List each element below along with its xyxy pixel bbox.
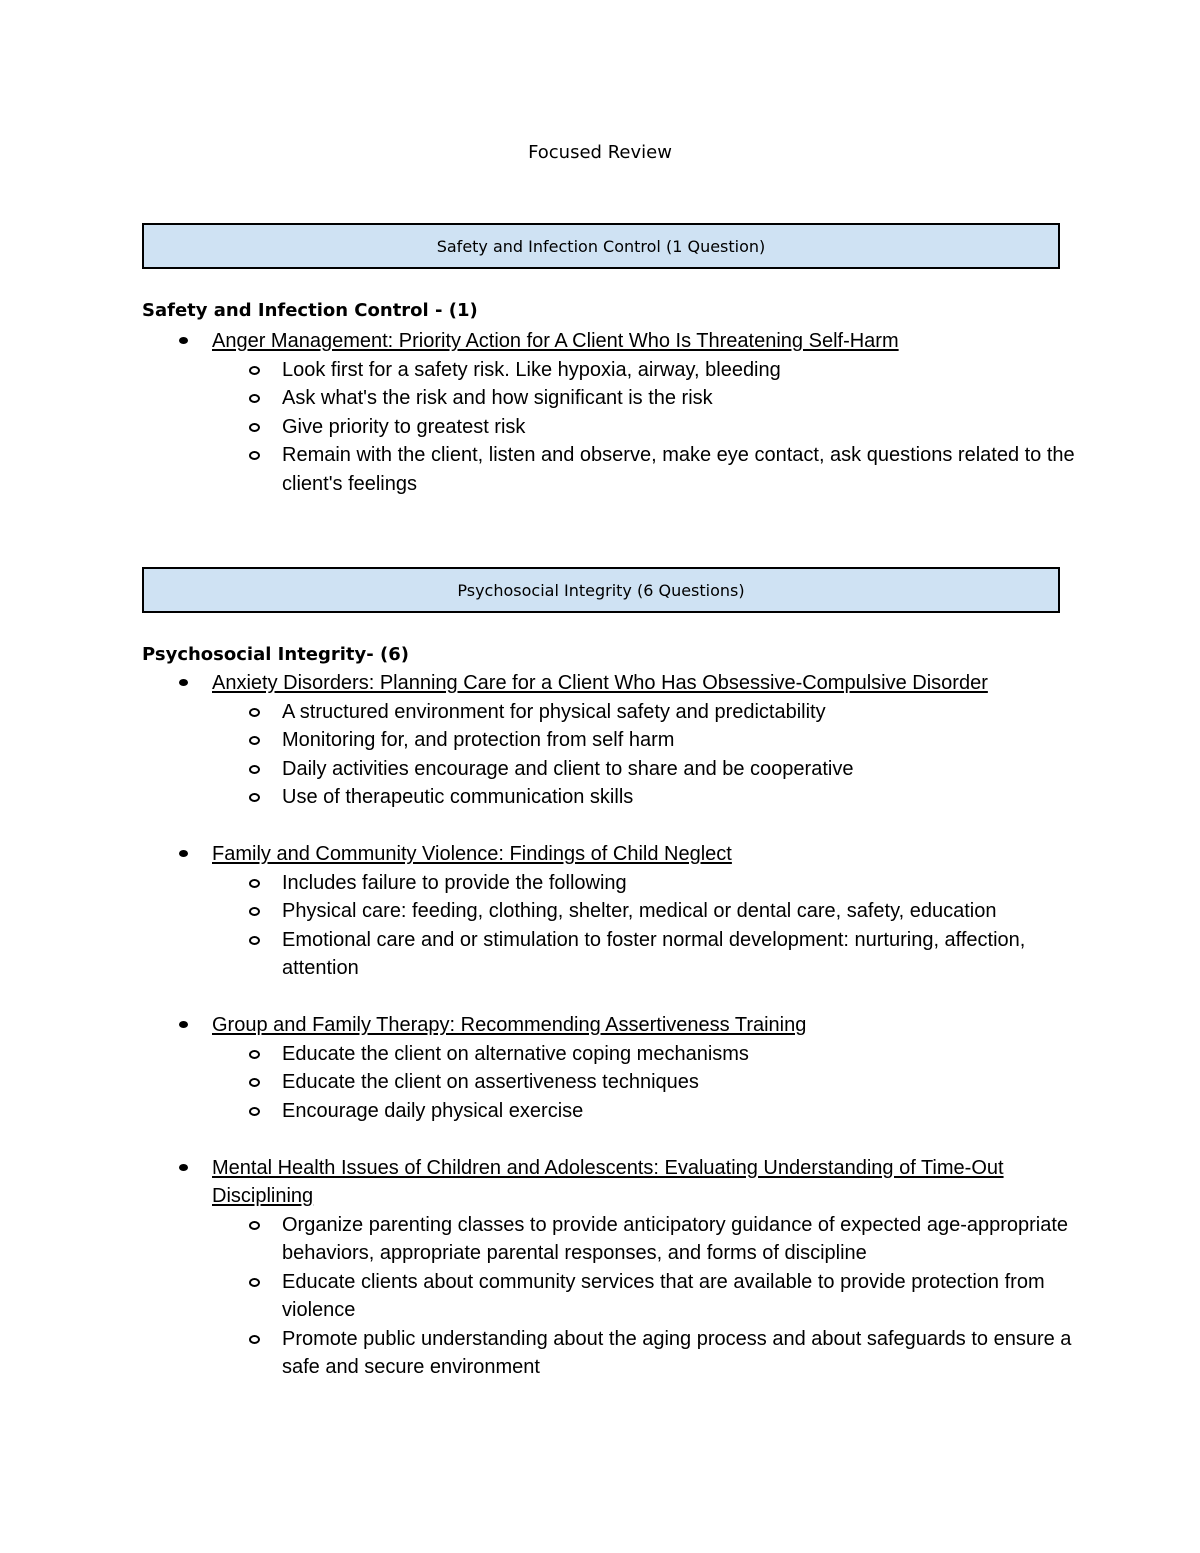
list-item <box>142 869 1082 898</box>
list-item <box>142 356 1082 385</box>
hollow-bullet-icon <box>249 1050 260 1059</box>
hollow-bullet-icon <box>249 736 260 745</box>
list-item <box>142 384 1082 413</box>
list-item <box>142 755 1082 784</box>
section-heading-psychosocial: Psychosocial Integrity- (6) <box>142 644 409 665</box>
list-item-text: Remain with the client, listen and observe, make eye contact, ask questions related to the client's feelings <box>282 444 1075 495</box>
filled-bullet-icon <box>179 1021 188 1028</box>
hollow-bullet-icon <box>249 793 260 802</box>
hollow-bullet-icon <box>249 1335 260 1344</box>
list-item-text: Organize parenting classes to provide anticipatory guidance of expected age-appropriate behaviors, appropriate parental responses, and forms of discipline <box>282 1213 1069 1264</box>
page-title: Focused Review <box>528 142 672 163</box>
topic-link[interactable]: Anger Management: Priority Action for A Client Who Is Threatening Self-Harm <box>212 330 899 352</box>
topic-link[interactable]: Anxiety Disorders: Planning Care for a Client Who Has Obsessive-Compulsive Disorder <box>212 672 988 694</box>
list-item <box>142 926 1082 983</box>
filled-bullet-icon <box>179 679 188 686</box>
list-item <box>142 1040 1082 1069</box>
hollow-bullet-icon <box>249 879 260 888</box>
topic-row <box>142 1154 1082 1211</box>
hollow-bullet-icon <box>249 708 260 717</box>
topic-item <box>142 840 1082 983</box>
list-item-text: Includes failure to provide the following <box>282 871 627 894</box>
list-item <box>142 726 1082 755</box>
hollow-bullet-icon <box>249 1221 260 1230</box>
list-item <box>142 1268 1082 1325</box>
section-heading-safety: Safety and Infection Control - (1) <box>142 300 478 321</box>
hollow-bullet-icon <box>249 1278 260 1287</box>
topic-link[interactable]: Group and Family Therapy: Recommending Assertiveness Training <box>212 1014 807 1036</box>
topic-row <box>142 669 1082 698</box>
list-item-text: Educate the client on assertiveness techniques <box>282 1071 699 1093</box>
topic-list-psychosocial <box>142 669 1082 1382</box>
topic-row <box>142 327 1082 356</box>
list-item-text: Educate clients about community services that are available to provide protection from violence <box>282 1270 1045 1321</box>
list-item <box>142 783 1082 812</box>
section-banner-safety: Safety and Infection Control (1 Question) <box>142 223 1060 269</box>
topic-list-safety <box>142 327 1082 498</box>
list-item-text: Daily activities encourage and client to share and be cooperative <box>282 757 854 780</box>
list-item <box>142 413 1082 442</box>
list-item-text: Educate the client on alternative coping mechanisms <box>282 1042 749 1065</box>
topic-row <box>142 1011 1082 1040</box>
hollow-bullet-icon <box>249 765 260 774</box>
filled-bullet-icon <box>179 1164 188 1171</box>
list-item <box>142 1068 1082 1097</box>
list-item <box>142 1097 1082 1126</box>
topic-item <box>142 669 1082 812</box>
list-item-text: Give priority to greatest risk <box>282 415 526 438</box>
list-item-text: Physical care: feeding, clothing, shelter, medical or dental care, safety, education <box>282 900 997 922</box>
list-item-text: Emotional care and or stimulation to foster normal development: nurturing, affection, attention <box>282 928 1026 979</box>
list-item <box>142 698 1082 727</box>
hollow-bullet-icon <box>249 1078 260 1087</box>
topic-item <box>142 327 1082 498</box>
topic-item <box>142 1154 1082 1382</box>
hollow-bullet-icon <box>249 366 260 375</box>
hollow-bullet-icon <box>249 394 260 403</box>
topic-item <box>142 1011 1082 1125</box>
list-item-text: Look first for a safety risk. Like hypoxia, airway, bleeding <box>282 358 781 381</box>
hollow-bullet-icon <box>249 451 260 460</box>
list-item <box>142 897 1082 926</box>
list-item <box>142 441 1082 498</box>
topic-row <box>142 840 1082 869</box>
filled-bullet-icon <box>179 850 188 857</box>
hollow-bullet-icon <box>249 936 260 945</box>
list-item <box>142 1325 1082 1382</box>
topic-link[interactable]: Mental Health Issues of Children and Adolescents: Evaluating Understanding of Time-Out Disciplining <box>212 1156 1004 1207</box>
filled-bullet-icon <box>179 337 188 344</box>
list-item-text: Use of therapeutic communication skills <box>282 786 634 808</box>
section-banner-psychosocial: Psychosocial Integrity (6 Questions) <box>142 567 1060 613</box>
hollow-bullet-icon <box>249 907 260 916</box>
list-item-text: Monitoring for, and protection from self harm <box>282 729 675 751</box>
list-item <box>142 1211 1082 1268</box>
list-item-text: Ask what's the risk and how significant is the risk <box>282 387 713 409</box>
hollow-bullet-icon <box>249 423 260 432</box>
list-item-text: Encourage daily physical exercise <box>282 1099 584 1122</box>
list-item-text: A structured environment for physical safety and predictability <box>282 700 826 723</box>
list-item-text: Promote public understanding about the aging process and about safeguards to ensure a safe and secure environment <box>282 1327 1072 1378</box>
hollow-bullet-icon <box>249 1107 260 1116</box>
topic-link[interactable]: Family and Community Violence: Findings of Child Neglect <box>212 843 732 865</box>
